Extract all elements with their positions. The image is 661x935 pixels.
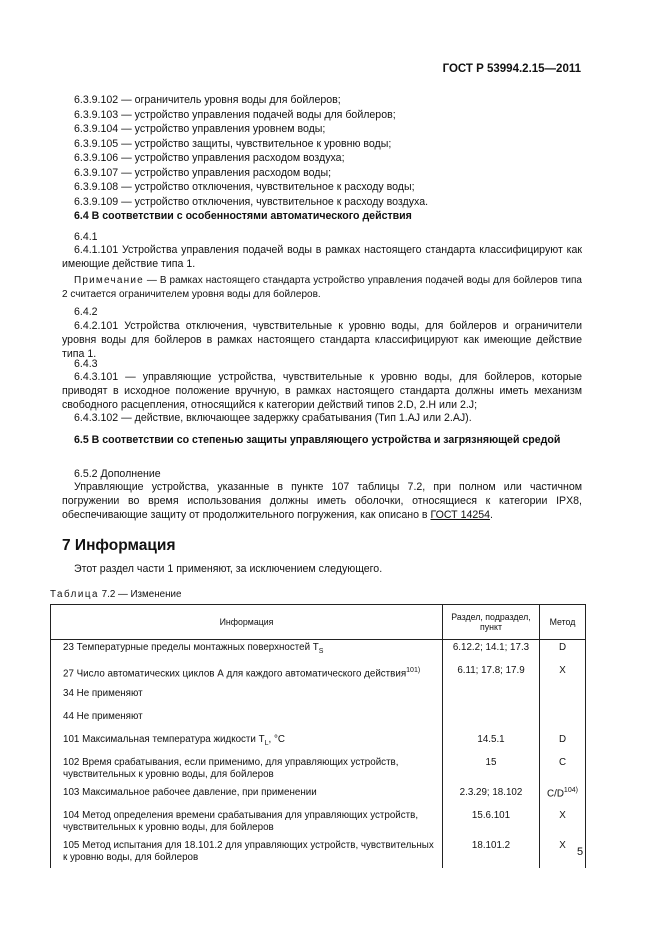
clause-6-4-3: 6.4.3 <box>74 358 98 370</box>
clause-6-4-1: 6.4.1 <box>74 231 98 243</box>
note <box>62 274 582 302</box>
list-item: 6.3.9.102 — ограничитель уровня воды для бойлеров; <box>74 94 341 106</box>
table-cell-method: X <box>540 838 586 868</box>
table-row <box>51 686 586 709</box>
change-table <box>50 604 586 868</box>
table-cell-method: $C/D^{104)}$ <box>540 785 586 808</box>
table-cell-info: 27 Число автоматических циклов А для каждого автоматического действия$^{101)}$ <box>51 663 443 686</box>
table-cell-info: 104 Метод определения времени срабатывания для управляющих устройств, чувствительных к уровню воды, для бойлеров <box>51 808 443 838</box>
clause-6-5-2-text <box>62 480 582 522</box>
clause-6-4-3-101: 6.4.3.101 — управляющие устройства, чувствительные к уровню воды, для бойлеров, которые приводят в исходное положение вручную, в рамках настоящего стандарта должны иметь механизм свободного расцепления, относящийся к категории действий типов 2.D, 2.H или 2.J; <box>62 371 582 411</box>
definitions-list <box>74 93 428 209</box>
table-header-section: Раздел, подраздел, пункт <box>443 605 540 640</box>
clause-6-4-3-102: 6.4.3.102 — действие, включающее задержку срабатывания (Тип 1.AJ или 2.AJ). <box>74 412 472 424</box>
table-row <box>51 732 586 755</box>
note-label: Примечание <box>74 275 144 286</box>
table-cell-method <box>540 686 586 709</box>
section-7-text: Этот раздел части 1 применяют, за исключением следующего. <box>74 563 383 575</box>
table-cell-method: D <box>540 640 586 664</box>
table-cell-section <box>443 709 540 732</box>
list-item: 6.3.9.104 — устройство управления уровнем воды; <box>74 123 326 135</box>
clause-6-4-1-101: 6.4.1.101 Устройства управления подачей воды в рамках настоящего стандарта классифицируют как имеющие действие типа 1. <box>62 244 582 270</box>
table-cell-method: X <box>540 663 586 686</box>
document-header: ГОСТ Р 53994.2.15—2011 <box>442 63 581 75</box>
table-cell-section: 6.11; 17.8; 17.9 <box>443 663 540 686</box>
text-before-link: Управляющие устройства, указанные в пункте 107 таблицы 7.2, при полном или частичном погружении во время использования должны иметь оболочки, относящиеся к категории IPX8, обеспечивающие защиту от продолжительного погружения, как описано в <box>62 481 582 521</box>
table-caption <box>50 589 181 600</box>
table-header-info: Информация <box>51 605 443 640</box>
table-cell-method: D <box>540 732 586 755</box>
table-cell-info: 34 Не применяют <box>51 686 443 709</box>
table-caption-label: Таблица <box>50 589 99 600</box>
note-text: — В рамках настоящего стандарта устройство управления подачей воды для бойлеров типа 2 считается ограничителем уровня воды для бойлеров. <box>62 275 582 300</box>
list-item: 6.3.9.109 — устройство отключения, чувствительное к расходу воздуха. <box>74 195 429 208</box>
table-row <box>51 808 586 838</box>
table-row <box>51 838 586 868</box>
clause-6-5-2: 6.5.2 Дополнение <box>74 468 161 480</box>
table-cell-info: 102 Время срабатывания, если применимо, для управляющих устройств, чувствительных к уровню воды, для бойлеров <box>51 755 443 785</box>
table-cell-info: 101 Максимальная температура жидкости $T_L$, °C <box>51 732 443 755</box>
table-cell-method: C <box>540 755 586 785</box>
table-cell-section: 15 <box>443 755 540 785</box>
table-cell-info: 105 Метод испытания для 18.101.2 для управляющих устройств, чувствительных к уровню воды, для бойлеров <box>51 838 443 868</box>
section-6-5-heading: 6.5 В соответствии со степенью защиты управляющего устройства и загрязняющей средой <box>74 434 561 446</box>
table-header-method: Метод <box>540 605 586 640</box>
list-item: 6.3.9.108 — устройство отключения, чувствительное к расходу воды; <box>74 181 415 193</box>
table-cell-section: 15.6.101 <box>443 808 540 838</box>
table-cell-section <box>443 686 540 709</box>
table-cell-info: 23 Температурные пределы монтажных поверхностей $T_S$ <box>51 640 443 664</box>
section-7-heading: 7 Информация <box>62 537 176 554</box>
table-row <box>51 663 586 686</box>
table-row <box>51 640 586 664</box>
clause-6-4-2-101: 6.4.2.101 Устройства отключения, чувствительные к уровню воды, для бойлеров и ограничители уровня воды для бойлеров в рамках настоящего стандарта классифицируют как имеющие действие типа 1. <box>62 320 582 360</box>
page-number: 5 <box>577 846 584 858</box>
table-cell-method: X <box>540 808 586 838</box>
list-item: 6.3.9.105 — устройство защиты, чувствительное к уровню воды; <box>74 137 392 150</box>
table-cell-section: 2.3.29; 18.102 <box>443 785 540 808</box>
table-cell-section: 14.5.1 <box>443 732 540 755</box>
table-row <box>51 785 586 808</box>
text-after-link: . <box>490 509 493 521</box>
list-item: 6.3.9.103 — устройство управления подачей воды для бойлеров; <box>74 108 396 121</box>
table-caption-text: 7.2 — Изменение <box>101 589 182 600</box>
clause-6-4-2: 6.4.2 <box>74 306 98 318</box>
table-cell-info: 103 Максимальное рабочее давление, при применении <box>51 785 443 808</box>
list-item: 6.3.9.106 — устройство управления расходом воздуха; <box>74 152 345 164</box>
table-cell-section: 18.101.2 <box>443 838 540 868</box>
table-cell-method <box>540 709 586 732</box>
table-row <box>51 755 586 785</box>
list-item: 6.3.9.107 — устройство управления расходом воды; <box>74 166 332 179</box>
gost-link[interactable]: ГОСТ 14254 <box>430 509 491 521</box>
table-cell-info: 44 Не применяют <box>51 709 443 732</box>
table-cell-section: 6.12.2; 14.1; 17.3 <box>443 640 540 664</box>
section-6-4-heading: 6.4 В соответствии с особенностями автоматического действия <box>74 210 412 222</box>
table-row <box>51 709 586 732</box>
